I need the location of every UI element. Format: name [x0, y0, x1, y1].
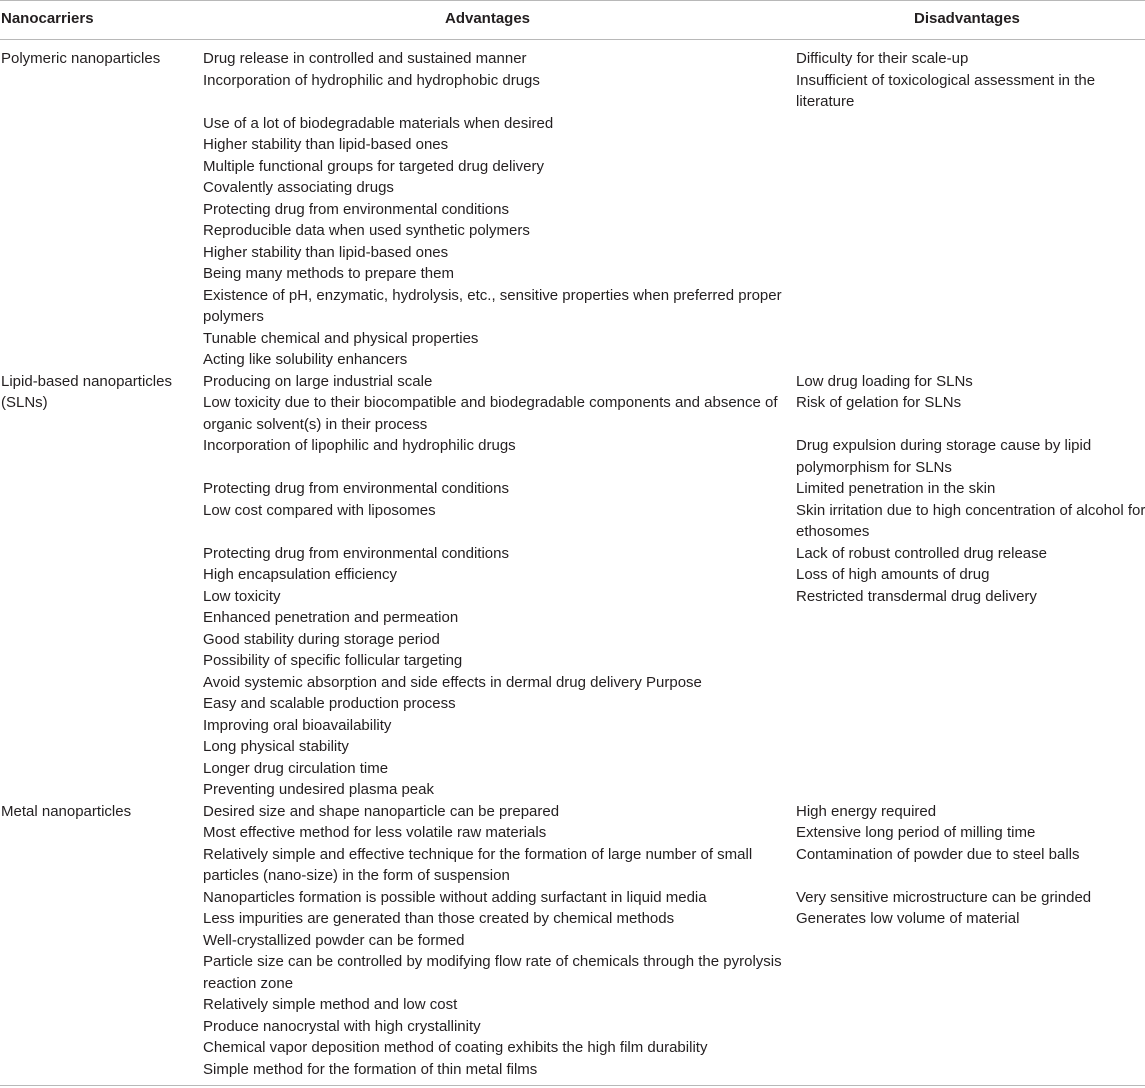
advantage-item: Low toxicity: [203, 587, 281, 605]
advantage-item: Relatively simple method and low cost: [203, 996, 458, 1013]
advantage-item: Good stability during storage period: [203, 630, 440, 648]
advantage-item: Avoid systemic absorption and side effects in dermal drug delivery Purpose: [203, 673, 702, 691]
advantage-item: Incorporation of hydrophilic and hydrophobic drugs: [203, 71, 540, 89]
advantage-item: Relatively simple and effective technique for the formation of large number of small: [203, 845, 753, 863]
nanocarrier-name: Metal nanoparticles: [1, 802, 132, 820]
disadvantage-item: Limited penetration in the skin: [796, 480, 996, 497]
header-rule: [0, 39, 1145, 40]
advantage-item: polymers: [203, 308, 264, 325]
advantage-item: Longer drug circulation time: [203, 759, 389, 777]
advantage-item: Low toxicity due to their biocompatible and biodegradable components and absence of: [203, 394, 778, 411]
advantage-item: Most effective method for less volatile raw materials: [203, 824, 547, 841]
disadvantage-item: Restricted transdermal drug delivery: [796, 587, 1037, 605]
advantage-item: Acting like solubility enhancers: [203, 351, 408, 368]
advantage-item: particles (nano-size) in the form of suspension: [203, 867, 510, 884]
disadvantage-item: Very sensitive microstructure can be grinded: [796, 888, 1092, 906]
disadvantage-item: Insufficient of toxicological assessment in the: [796, 71, 1096, 89]
advantage-item: Possibility of specific follicular targeting: [203, 652, 463, 669]
disadvantage-item: Lack of robust controlled drug release: [796, 544, 1047, 562]
disadvantage-item: Generates low volume of material: [796, 910, 1020, 927]
disadvantage-item: Skin irritation due to high concentration of alcohol for: [796, 501, 1145, 519]
disadvantage-item: polymorphism for SLNs: [796, 458, 952, 476]
disadvantage-item: Risk of gelation for SLNs: [796, 394, 962, 411]
advantage-item: Being many methods to prepare them: [203, 265, 454, 282]
header-disadvantages: Disadvantages: [914, 10, 1020, 27]
advantage-item: Long physical stability: [203, 738, 349, 755]
disadvantage-item: Difficulty for their scale-up: [796, 50, 969, 67]
advantage-item: Preventing undesired plasma peak: [203, 781, 434, 798]
nanocarrier-name: Polymeric nanoparticles: [1, 50, 161, 67]
disadvantage-item: ethosomes: [796, 523, 870, 540]
advantage-item: Existence of pH, enzymatic, hydrolysis, etc., sensitive properties when preferred proper: [203, 286, 782, 304]
advantage-item: Use of a lot of biodegradable materials when desired: [203, 114, 554, 132]
advantage-item: High encapsulation efficiency: [203, 566, 398, 583]
disadvantage-item: Loss of high amounts of drug: [796, 566, 990, 583]
disadvantage-item: Extensive long period of milling time: [796, 824, 1036, 841]
nanocarrier-name-continued: (SLNs): [1, 394, 48, 411]
disadvantage-item: Low drug loading for SLNs: [796, 372, 973, 390]
header-advantages: Advantages: [445, 10, 531, 27]
advantage-item: Enhanced penetration and permeation: [203, 609, 459, 626]
advantage-item: Less impurities are generated than those created by chemical methods: [203, 910, 675, 927]
header-nanocarriers: Nanocarriers: [1, 10, 94, 27]
advantage-item: Low cost compared with liposomes: [203, 501, 436, 519]
disadvantage-item: Drug expulsion during storage cause by lipid: [796, 437, 1092, 454]
advantage-item: Protecting drug from environmental conditions: [203, 544, 509, 562]
disadvantage-item: Contamination of powder due to steel balls: [796, 845, 1080, 863]
advantage-item: Drug release in controlled and sustained manner: [203, 50, 527, 67]
advantage-item: Higher stability than lipid-based ones: [203, 243, 449, 261]
advantage-item: Covalently associating drugs: [203, 179, 394, 196]
top-rule: [0, 0, 1145, 1]
disadvantage-item: High energy required: [796, 802, 937, 820]
advantage-item: organic solvent(s) in their process: [203, 415, 428, 433]
advantage-item: Protecting drug from environmental conditions: [203, 200, 509, 218]
advantage-item: Simple method for the formation of thin metal films: [203, 1060, 538, 1078]
advantage-item: Tunable chemical and physical properties: [203, 329, 479, 347]
advantage-item: Protecting drug from environmental conditions: [203, 480, 509, 497]
advantage-item: Producing on large industrial scale: [203, 372, 433, 390]
advantage-item: Particle size can be controlled by modifying flow rate of chemicals through the pyrolysis: [203, 953, 782, 970]
bottom-rule: [0, 1085, 1145, 1086]
disadvantage-item: literature: [796, 93, 855, 110]
nanocarrier-name: Lipid-based nanoparticles: [1, 372, 172, 390]
advantage-item: Incorporation of lipophilic and hydrophilic drugs: [203, 437, 516, 454]
advantage-item: Reproducible data when used synthetic polymers: [203, 222, 530, 239]
advantage-item: Nanoparticles formation is possible without adding surfactant in liquid media: [203, 888, 707, 906]
advantage-item: Produce nanocrystal with high crystallinity: [203, 1017, 481, 1035]
advantage-item: Improving oral bioavailability: [203, 716, 392, 734]
advantage-item: Chemical vapor deposition method of coating exhibits the high film durability: [203, 1039, 708, 1056]
advantage-item: Multiple functional groups for targeted drug delivery: [203, 157, 545, 175]
advantage-item: Easy and scalable production process: [203, 695, 456, 712]
advantage-item: Higher stability than lipid-based ones: [203, 136, 449, 153]
advantage-item: reaction zone: [203, 974, 294, 992]
advantage-item: Well-crystallized powder can be formed: [203, 931, 465, 949]
advantage-item: Desired size and shape nanoparticle can be prepared: [203, 802, 560, 820]
